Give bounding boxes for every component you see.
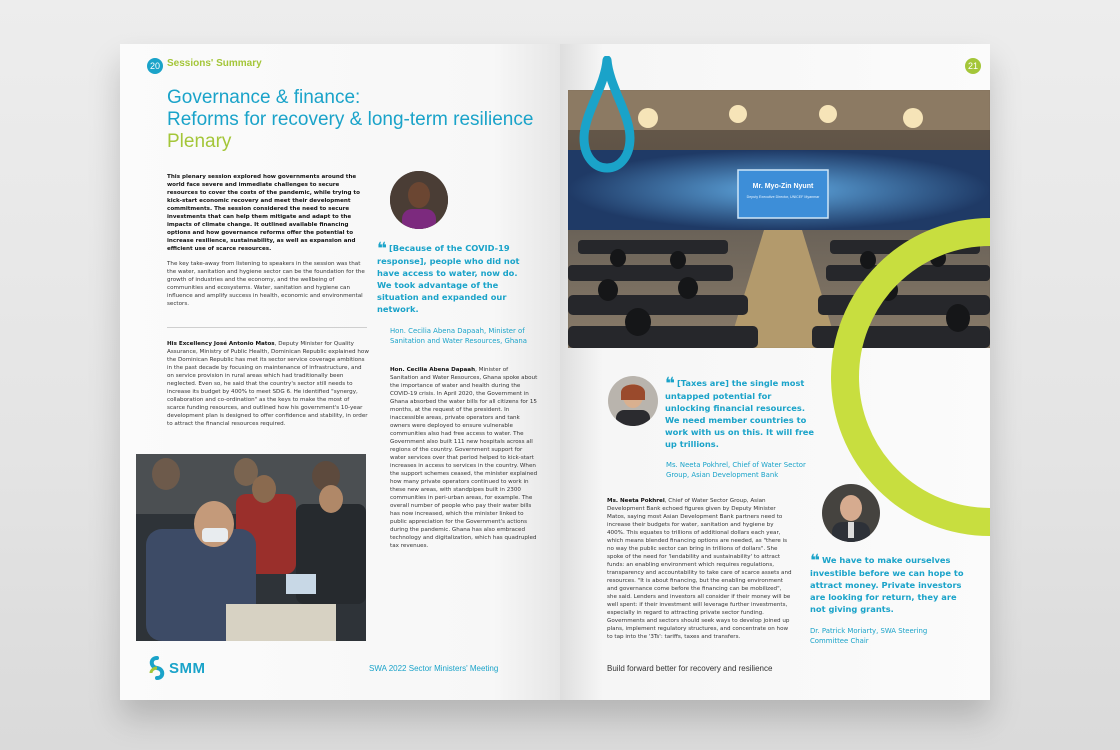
- stage-screen-subtitle: Deputy Executive Director, UNICEF Myanmar: [746, 195, 820, 199]
- divider-left: [167, 327, 367, 328]
- intro-paragraph: The key take-away from listening to speakers in the session was that the water, sanitation and hygiene sector can be the foundation for the growth of industries and the economy, and the wellbeing of communities and ecosystems. Water, sanitation and hygiene can influence and amplify success in health, economic and environmental sectors.: [167, 261, 365, 307]
- quote-mark-icon: ❝: [377, 239, 387, 259]
- matos-text: , Deputy Minister for Quality Assurance, Ministry of Public Health, Dominican Republic explained how the Dominican Republic has met its sector service coverage ambitions in the past decade by focusing on maintenance of infrastructure, and on service provision in rural areas which had traditionally been neglected. Even so, he said that the country's sector still needs to increase its budget by 400% to meet SDG 6. He identified "synergy, collaboration and co-ordination" as the keys to make the most of scarce funding resources, and outlined how his government's 10-year development plan is designed to offer confidence and stability, in order to attract the financial resources required.: [167, 341, 369, 427]
- footer-left: SWA 2022 Sector Ministers' Meeting: [369, 664, 499, 673]
- title-line-1: Governance & finance:: [167, 87, 361, 108]
- quote-moriarty-text: We have to make ourselves investible before we can hope to attract money. Private investors are looking for return, they are not giving grants.: [810, 555, 964, 614]
- pokhrel-text: , Chief of Water Sector Group, Asian Development Bank echoed figures given by Deputy Minister Matos, saying most Asian Development Bank partners need to increase their budgets for water, sanitation and hygiene by 400%. This equates to trillions of additional dollars each year, which means blended financing options are needed, as "there is no way the public sector can bring in trillions of dollars". She spoke of the need for 'lendability and sustainability' to attract funds: an enabling environment which requires regulations, transparency and accountability to take care of scarce assets and resources. "It is about financing, but the enabling environment and governance come before the financing can be mobilized", she said. Lenders and investors all consider if their money will be well spent: if their investment will leverage further investments, especially in regard to attracting private sector funding. Governments and sectors should seek ways to develop joined up plans, implement regulatory structures, and concentrate on how to tap into the '3Ts': tariffs, taxes and transfers.: [607, 498, 792, 640]
- quote-mark-icon: ❝: [810, 551, 820, 571]
- avatar-dapaah: [390, 171, 448, 229]
- dapaah-paragraph: [390, 366, 538, 557]
- quote-moriarty-attribution: Dr. Patrick Moriarty, SWA Steering Committee Chair: [810, 627, 928, 645]
- left-column-text: [167, 173, 369, 315]
- intro-bold: This plenary session explored how governments around the world face severe and immediate challenges to secure resources to cover the costs of the pandemic, while trying to kick-start economic recovery and meet their development commitments. The session considered the need to secure investments that can help them mitigate and adapt to the impacts of climate change. It outlined available financing options and how governance reforms offer the potential to increase resilience, sustainability, as well as expansion and efficient use of scarce resources.: [167, 174, 360, 252]
- stage-screen-title: Mr. Myo-Zin Nyunt: [752, 183, 814, 190]
- avatar-pokhrel: [608, 376, 658, 426]
- avatar-moriarty: [822, 484, 880, 542]
- smm-logo-text: SMM: [169, 659, 206, 677]
- footer-right: Build forward better for recovery and resilience: [607, 664, 773, 673]
- title-line-3: Plenary: [167, 131, 232, 152]
- dapaah-name: Hon. Cecilia Abena Dapaah: [390, 367, 476, 373]
- page-title: [167, 87, 533, 153]
- title-line-2: Reforms for recovery & long-term resilience: [167, 109, 534, 130]
- quote-mark-icon: ❝: [665, 374, 675, 394]
- water-drop-icon: [578, 56, 636, 174]
- left-page: [120, 44, 560, 700]
- stage-screen: [738, 170, 828, 218]
- dapaah-text: , Minister of Sanitation and Water Resources, Ghana spoke about the importance of water and health during the COVID-19 crisis. In April 2020, the Government in Ghana absorbed the water bills for all citizens for 15 months, at the request of the president. In inaccessible areas, private operators and tank owners were deployed to ensure vulnerable communities also had free access to water. The Government also built 111 new hospitals across all regions of the country. Government support for water services over that period helped to kick-start increases in access to services in the country. When the support schemes ceased, the minister explained how many private operators continued to work in these new areas, with standpipes built in 2300 communities in peri-urban areas, for example. The overall number of people who pay their water bills has now increased, which the minister linked to public appreciation for the Government's actions during the pandemic. Ghana has also embraced technology and digitalization, which has quadrupled tax revenues.: [390, 367, 538, 549]
- matos-paragraph: [167, 340, 369, 435]
- matos-name: His Excellency José Antonio Matos: [167, 341, 275, 347]
- quote-moriarty: [810, 551, 975, 615]
- quote-pokhrel: [665, 374, 815, 450]
- delegates-photo: [136, 454, 366, 641]
- pokhrel-name: Ms. Neeta Pokhrel: [607, 498, 665, 504]
- quote-pokhrel-text: [Taxes are] the single most untapped potential for unlocking financial resources. We need member countries to work with us on this. It will free up trillions.: [665, 378, 815, 449]
- quote-dapaah-attribution: Hon. Cecilia Abena Dapaah, Minister of Sanitation and Water Resources, Ghana: [390, 327, 527, 345]
- right-page: [560, 44, 990, 700]
- smm-logo: [147, 656, 206, 680]
- pokhrel-paragraph: [607, 497, 793, 648]
- smm-logo-icon: [147, 656, 167, 680]
- page-number-left: 20: [147, 58, 163, 74]
- section-label: Sessions' Summary: [167, 58, 262, 69]
- page-number-right: 21: [965, 58, 981, 74]
- quote-dapaah-text: [Because of the COVID-19 response], people who did not have access to water, now do. We took advantage of the situation and expanded our network.: [377, 243, 520, 314]
- quote-dapaah: [377, 239, 527, 315]
- quote-pokhrel-attribution: Ms. Neeta Pokhrel, Chief of Water Sector Group, Asian Development Bank: [666, 461, 806, 479]
- brochure-spread: [120, 44, 990, 700]
